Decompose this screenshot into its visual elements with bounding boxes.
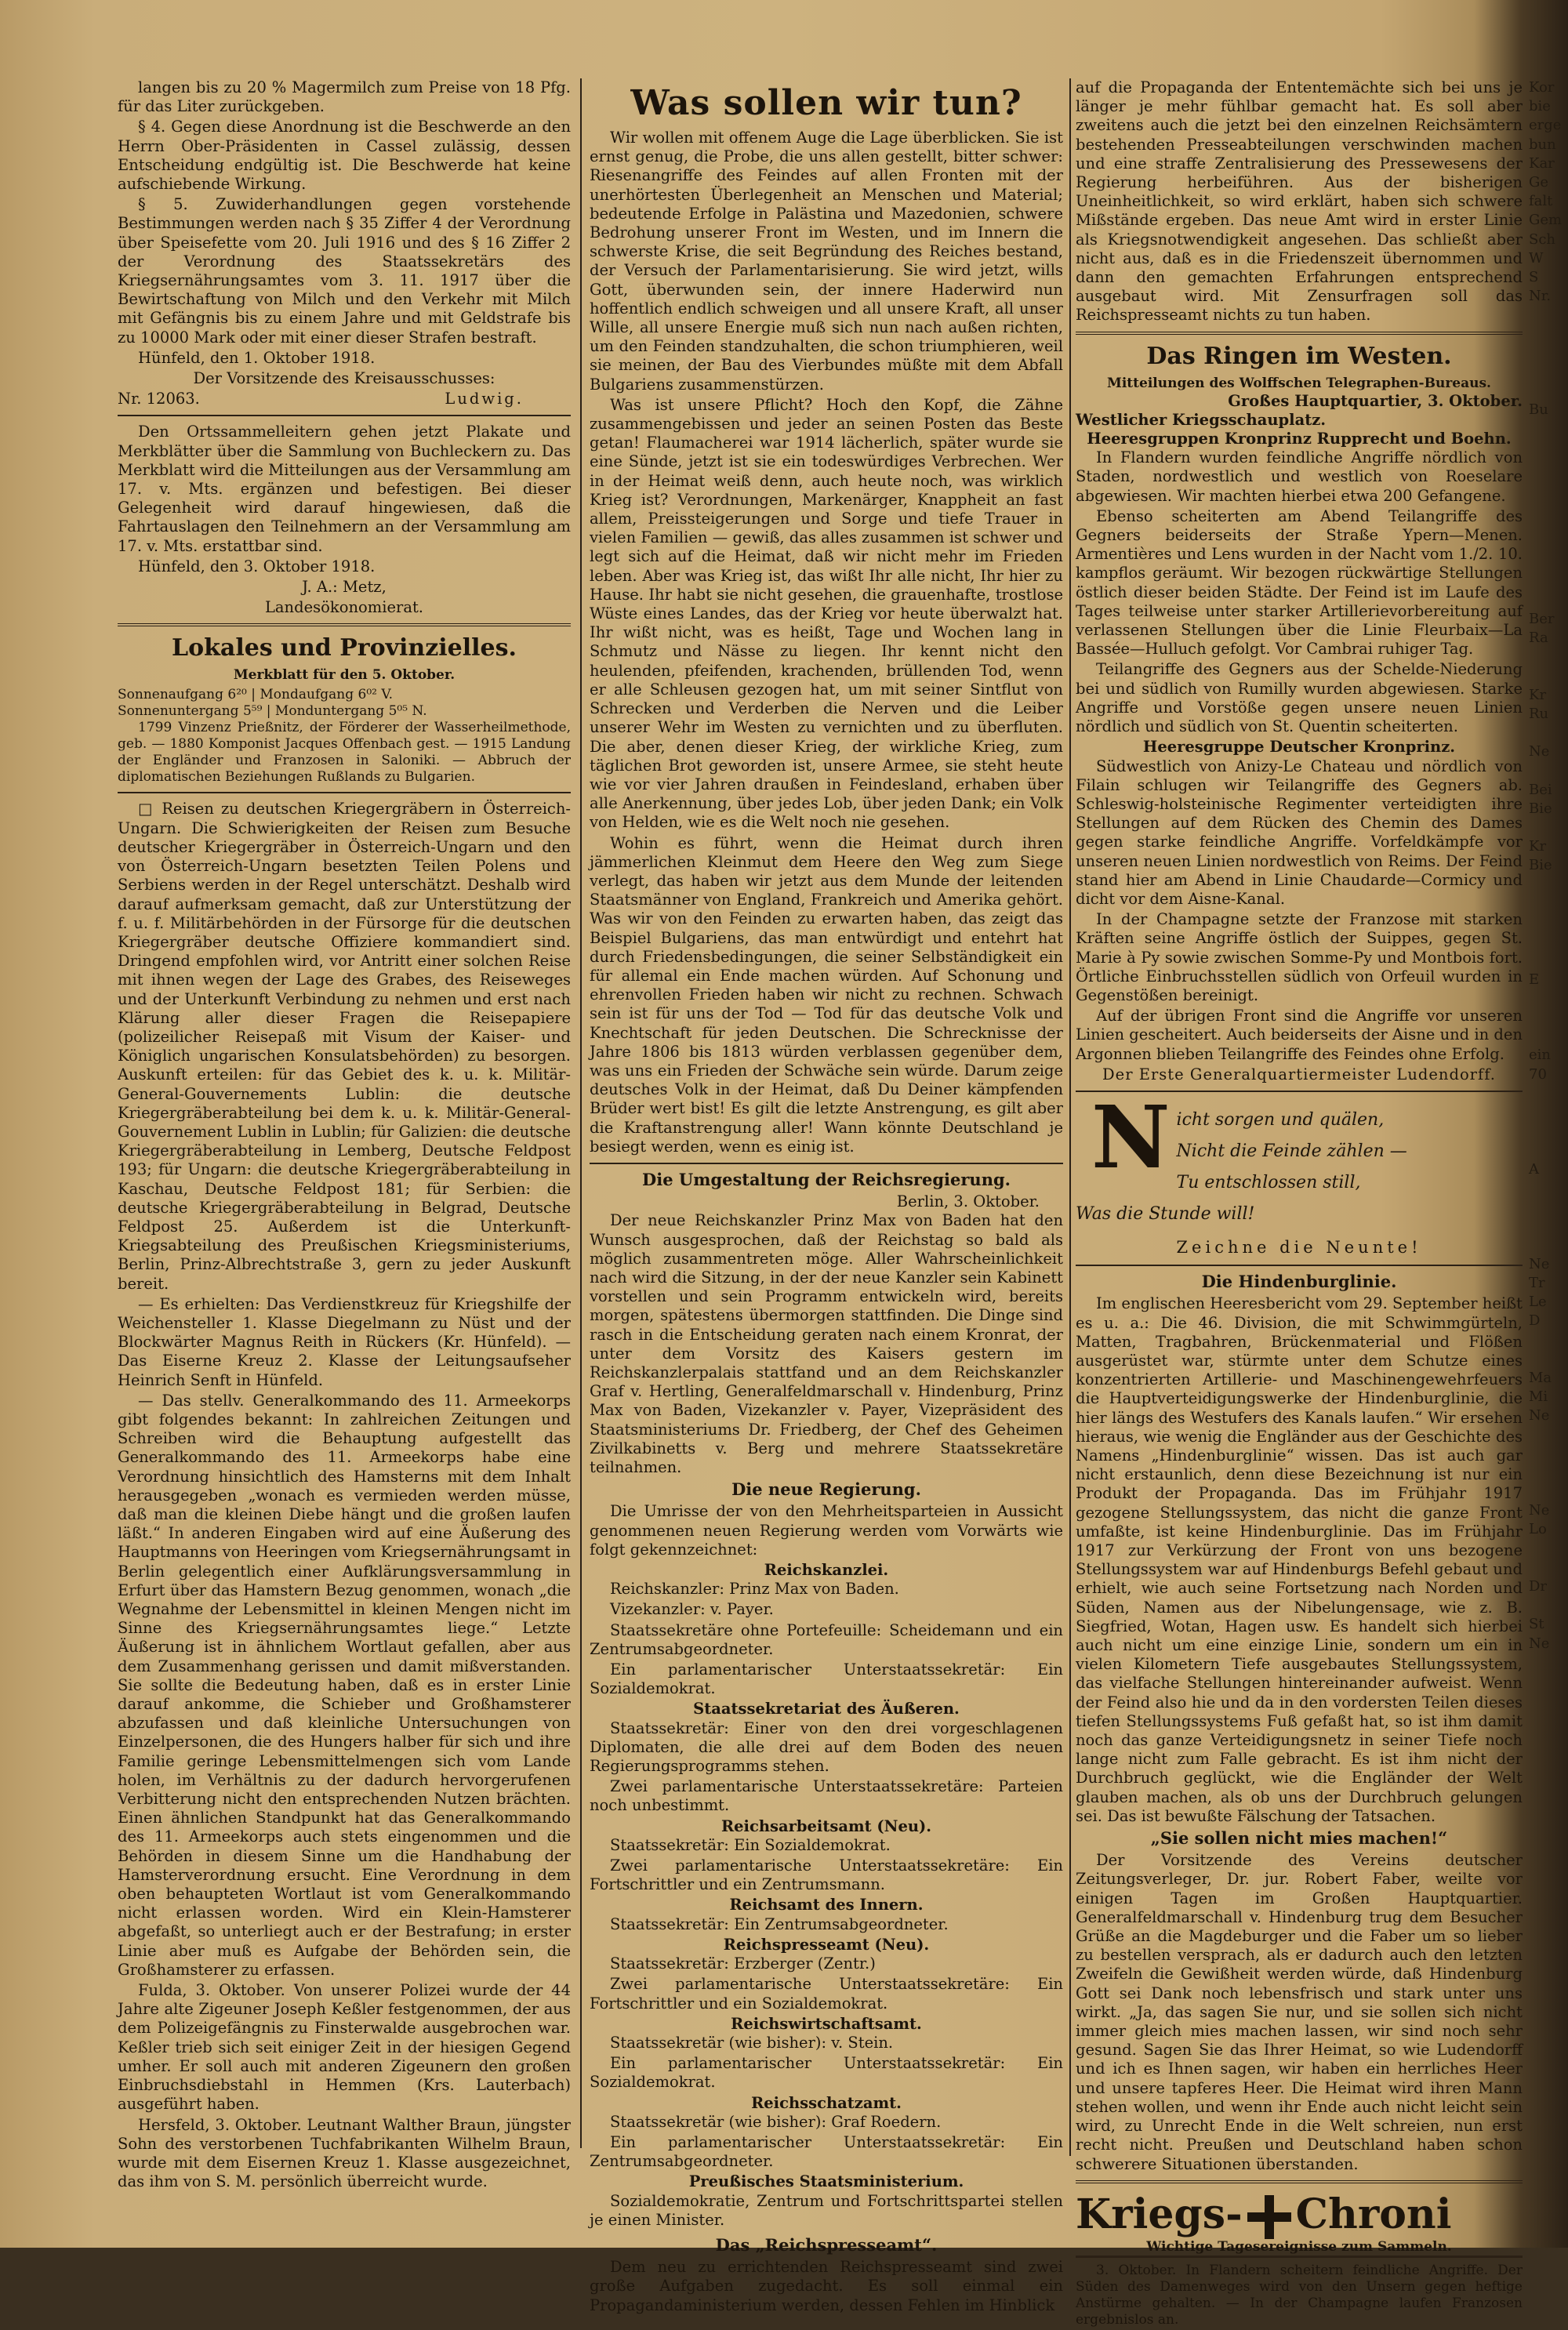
heading-kronprinz: Heeresgruppe Deutscher Kronprinz. bbox=[1142, 738, 1456, 757]
office-line: Staatssekretär (wie bisher): Graf Roedern. bbox=[610, 2112, 942, 2131]
cut-off-fragment bbox=[1529, 420, 1568, 439]
cut-off-fragment bbox=[1529, 1027, 1568, 1046]
column-rule bbox=[1069, 78, 1071, 2156]
cut-off-fragment: Kr bbox=[1529, 686, 1547, 703]
paragraph: Südwestlich von Anizy-Le Chateau und nördlich von Filain schlugen wir Teilangriffe des Gegners ab. Schleswig-holsteinische Regimenter verteidigten ihre Stellungen auf dem Rücken des Chemin des Dames gegen starke feindliche Angriffe. Vorfeldkämpfe vor unseren neuen Linien nordwestlich von Reims. Der Feind stand hier am Abend in Linie Chaudarde—Cormicy und dicht vor dem Aisne-Kanal. bbox=[1076, 757, 1523, 908]
heading-westlicher-kriegsschauplatz: Westlicher Kriegsschauplatz. bbox=[1076, 410, 1327, 429]
cut-off-fragment bbox=[1529, 1483, 1568, 1501]
cut-off-fragment bbox=[1529, 1084, 1568, 1103]
signature-org-1: Der Vorsitzende des Kreisausschusses: bbox=[193, 369, 495, 388]
cut-off-fragment bbox=[1529, 344, 1568, 363]
headline-ringen-im-westen: Das Ringen im Westen. bbox=[1146, 342, 1452, 370]
divider bbox=[118, 415, 571, 416]
article-generalkommando: — Das stellv. Generalkommando des 11. Armeekorps gibt folgendes bekannt: In zahlreichen Zeitungen und Schreiben wird die Behauptung aufgestellt das Generalkommando des 11. Armeekorps habe eine Verordnung hinsichtlich des Hamsterns mit dem Inhalt herausgegeben „wonach es vermieden werden müsse, daß man die kleinen Diebe hängt und die großen laufen läßt.“ In anderen Eingaben wird auf eine Äußerung des Hauptmanns von Heeringen vom Kriegsernährungsamt in Berlin gelegentlich einer Aufklärungsversammlung in Erfurt über das Hamstern Bezug genommen, wonach „die Wegnahme der Lebensmittel in kleinen Mengen nicht im Sinne des Kriegsernährungsamtes liege.“ Letzte Äußerung ist in ähnlichem Wortlaut gefallen, aber aus dem Zusammenhang gerissen und damit mißverstanden. Sie sollte die Bedeutung haben, daß es in erster Linie darauf ankomme, die Schieber und Großhamsterer abzufassen und daß kleinliche Untersuchungen von Einzelpersonen, die des Hungers halber für sich und ihre Familie geringe Lebensmittelmengen sich vom Lande holen, im Verhältnis zu der dadurch hervorgerufenen Verbitterung nicht den entsprechenden Nutzen brächten. Einen ähnlichen Standpunkt hat das Generalkommando des 11. Armeekorps auch stets eingenommen und die Behörden in diesem Sinne um die Handhabung der Hamsterverordnung ersucht. Eine Verordnung in dem oben behaupteten Wortlaut ist vom Generalkommando nicht erlassen worden. Wird ein Klein-Hamsterer abgefaßt, so unterliegt auch er der Bestrafung; in erster Linie aber muß es Aufgabe der Behörden sein, die Großhamsterer zu erfassen. bbox=[118, 1391, 571, 1979]
neue-regierung-intro: Die Umrisse der von den Mehrheitsparteien in Aussicht genommenen neuen Regierung werden vom Vorwärts wie folgt gekennzeichnet: bbox=[590, 1502, 1063, 1559]
cut-off-fragment: Ne bbox=[1529, 1255, 1550, 1272]
cut-off-fragment bbox=[1529, 1596, 1568, 1615]
cut-off-fragment: Dr bbox=[1529, 1578, 1548, 1595]
article-erhielten: — Es erhielten: Das Verdienstkreuz für Kriegshilfe der Weichensteller 1. Klasse Diegelmann zu Nüst und der Blockwärter Magnus Reith in Rückers (Kr. Hünfeld). — Das Eiserne Kreuz 2. Klasse der Leitungsaufseher Heinrich Senft in Hünfeld. bbox=[118, 1294, 571, 1389]
article-presseamt-continued: auf die Propaganda der Ententemächte sich bei uns je länger je mehr fühlbar gemacht hat. Es soll aber zweitens auch die jetzt bei den einzelnen Reichsämtern bestehenden Presseabteilungen verschwinden machen und eine straffe Zentralisierung des Pressewesens der Regierung herbeiführen. Aus der bisherigen Uneinheitlichkeit, so wird erklärt, haben sich schwere Mißstände ergeben. Das neue Amt wird in erster Linie als Kriegsnotwendigkeit angesehen. Das schließt aber nicht aus, daß es in die Friedenszeit übernommen und dann den gemachten Erfahrungen entsprechend ausgebaut wird. Mit Zensurfragen soll das Reichspresseamt nichts zu tun haben. bbox=[1076, 78, 1523, 325]
war-loan-verse bbox=[1076, 1086, 1523, 1230]
cut-off-fragment: Ber bbox=[1529, 610, 1555, 627]
cut-off-fragment bbox=[1529, 1198, 1568, 1217]
cut-off-fragment bbox=[1529, 1103, 1568, 1122]
cut-off-fragment: Mi bbox=[1529, 1388, 1548, 1406]
cut-off-fragment bbox=[1529, 876, 1568, 895]
divider-double bbox=[118, 623, 571, 626]
office-title: Reichsschatzamt. bbox=[751, 2093, 902, 2112]
divider bbox=[118, 792, 571, 793]
cut-off-fragment bbox=[1529, 1559, 1568, 1577]
ordinance-text bbox=[118, 78, 571, 347]
divider bbox=[1076, 1265, 1523, 1266]
office-line: Staatssekretär: Ein Zentrumsabgeordneter. bbox=[610, 1914, 949, 1933]
cut-off-fragment bbox=[1529, 515, 1568, 534]
cut-off-fragment: bun bbox=[1529, 136, 1556, 153]
cut-off-fragment: W bbox=[1529, 249, 1544, 267]
cut-off-fragment bbox=[1529, 1122, 1568, 1141]
office-line: Zwei parlamentarische Unterstaatssekretäre: Ein Fortschrittler und ein Sozialdemokrat. bbox=[590, 1975, 1063, 2012]
article-hersfeld: Hersfeld, 3. Oktober. Leutnant Walther Braun, jüngster Sohn des verstorbenen Tuchfabrikanten Wilhelm Braun, wurde mit dem Eisernen Kreuz 1. Klasse ausgezeichnet, das ihm von S. M. persönlich überreicht wurde. bbox=[118, 2115, 571, 2191]
cut-off-fragment: Lo bbox=[1529, 1521, 1547, 1538]
cut-off-fragment: Tr bbox=[1529, 1274, 1545, 1291]
cut-off-fragment: Kor bbox=[1529, 79, 1555, 96]
office-title: Preußisches Staatsministerium. bbox=[688, 2172, 964, 2191]
cut-off-fragment bbox=[1529, 534, 1568, 553]
cut-off-fragment: Bie bbox=[1529, 857, 1552, 874]
cut-off-fragment: Ne bbox=[1529, 743, 1550, 760]
cut-off-fragment bbox=[1529, 572, 1568, 590]
divider bbox=[590, 1163, 1063, 1164]
cut-off-fragment bbox=[1529, 1540, 1568, 1559]
paragraph: Teilangriffe des Gegners aus der Schelde-Niederung bei und südlich von Rumilly wurden abgewiesen. Starke Angriffe und Vorstöße gegen unsere neuen Linien nördlich und südlich von St. Quentin scheiterten. bbox=[1076, 660, 1523, 736]
paragraph: Nicht die Feinde zählen — bbox=[1176, 1141, 1407, 1161]
office-title: Reichsarbeitsamt (Neu). bbox=[720, 1816, 932, 1835]
cut-off-fragment bbox=[1529, 1464, 1568, 1483]
cut-off-fragment bbox=[1529, 495, 1568, 514]
office-line: Ein parlamentarischer Unterstaatssekretär: Ein Sozialdemokrat. bbox=[590, 2054, 1063, 2092]
sun-rise-line: Sonnenaufgang 6²⁰ | Mondaufgang 6⁰² V. bbox=[118, 687, 394, 703]
zeichne-slogan: Zeichne die Neunte! bbox=[1176, 1237, 1422, 1257]
cut-off-fragment: Ne bbox=[1529, 1635, 1550, 1652]
cut-off-fragment bbox=[1529, 913, 1568, 932]
office-line: Staatssekretär: Einer von den drei vorgeschlagenen Diplomaten, die alle drei auf dem Boden des neuen Regierungsprogramms stehen. bbox=[590, 1718, 1063, 1776]
signatory-name-2: J. A.: Metz, bbox=[302, 578, 387, 597]
office-line: Ein parlamentarischer Unterstaatssekretär: Ein Sozialdemokrat. bbox=[590, 1660, 1063, 1698]
cut-off-fragment: A bbox=[1529, 1160, 1539, 1178]
cut-off-fragment bbox=[1529, 1008, 1568, 1027]
column-4-fragment bbox=[1529, 78, 1568, 1653]
paragraph: Auf der übrigen Front sind die Angriffe vor unseren Linien gescheitert. Auch beiderseits der Aisne und in den Argonnen blieben Teilangriffe des Feindes ohne Erfolg. bbox=[1076, 1007, 1523, 1063]
signature-line-1 bbox=[118, 390, 571, 408]
cut-off-fragment: St bbox=[1529, 1616, 1544, 1633]
cut-off-fragment bbox=[1529, 1330, 1568, 1349]
cut-off-fragment bbox=[1529, 1236, 1568, 1254]
headline-was-sollen-wir-tun: Was sollen wir tun? bbox=[630, 83, 1022, 123]
dateline-berlin: Berlin, 3. Oktober. bbox=[896, 1192, 1040, 1211]
cut-off-fragment bbox=[1529, 1425, 1568, 1444]
cut-off-fragment bbox=[1529, 648, 1568, 666]
heading-reichspresseamt: Das „Reichspresseamt“. bbox=[715, 2234, 938, 2255]
article-hindenburglinie: Im englischen Heeresbericht vom 29. September heißt es u. a.: Die 46. Division, die mit Schwimmgürteln, Matten, Tragbahren, Brückenmaterial und Flößen ausgerüstet war, stürmte unter dem Schutze eines konzentrierten Artillerie- und Maschinengewehrfeuers die Hauptverteidigungswerke der Hindenburglinie, die hier längs des Westufers des Kanals laufen.“ Wir ersehen hieraus, wie wenig die Engländer aus der Geschichte des Namens „Hindenburglinie“ wissen. Das ist auch gar nicht erstaunlich, denn diese Bezeichnung ist nur ein Produkt der Propaganda. Das im Frühjahr 1917 gezogene Stellungssystem, das nicht die ganze Front umfaßte, ist keine Hindenburglinie. Das im Frühjahr 1917 zur Verkürzung der Front von uns bezogene Stellungssystem war auf Hindenburgs Befehl gebaut und erhielt, wie auch seine Fortsetzung nach Norden und Süden, Namen aus der Nibelungensage, wie z. B. Siegfried, Wotan, Hagen usw. Es handelt sich hierbei auch nicht um eine einzige Linie, sondern um ein in vielen Kilometern Tiefe ausgebautes Stellungssystem, das vielfache Stellungen hintereinander aufweist. Wenn der Feind also hie und da in den vordersten Teilen dieses tiefen Stellungssystems Fuß gefaßt hat, so ist ihm damit noch das ganze Verteidigungsnetz in seiner Tiefe noch lange nicht zum Falle gebracht. Es ist ihm nicht der Durchbruch geglückt, wie die Engländer der Welt glauben machen, als ob uns der Durchbruch gelungen sei. Das ist bewußte Fälschung der Tatsachen. bbox=[1076, 1294, 1523, 1825]
section-heading-lokales: Lokales und Provinzielles. bbox=[172, 634, 517, 662]
cut-off-fragment: Le bbox=[1529, 1294, 1547, 1310]
office-line: Staatssekretär: Erzberger (Zentr.) bbox=[610, 1954, 876, 1973]
paragraph: Wir wollen mit offenem Auge die Lage überblicken. Sie ist ernst genug, die Probe, die uns allen gestellt, bitter schwer: Riesenangriffe des Feindes auf allen Fronten mit der unerhörtesten Überlegenheit an Menschen und Material; bedeutende Erfolge in Palästina und Mazedonien, schwere Bedrohung unserer Front im Westen, und im Innern die schwerste Krise, die seit Begründung des Reiches bestand, der Versuch der Parlamentarisierung. Sie wird jetzt, wills Gott, überwunden sein, der innere Haderwird nun hoffentlich endlich schweigen und all unsere Kraft, all unser Wille, all unsere Energie muß sich nun nach außen richten, um den Feinden standzuhalten, die schon triumphieren, weil sie meinen, der Bau des Vierbundes müßte mit dem Abfall Bulgariens zusammenstürzen. bbox=[590, 129, 1063, 394]
article-reisen: □ Reisen zu deutschen Kriegergräbern in Österreich-Ungarn. Die Schwierigkeiten der Reisen zum Besuche deutscher Kriegergräber in Österreich-Ungarn und den von Österreich-Ungarn besetzten Teilen Polens und Serbiens werden in der Regel unterschätzt. Deshalb wird darauf aufmerksam gemacht, daß zur Unterstützung der f. u. f. Militärbehörden in der Fürsorge für die deutschen Kriegergräber deutsche Offiziere kommandiert sind. Dringend empfohlen wird, vor Antritt einer solchen Reise mit ihnen wegen der Lage des Grabes, des Reiseweges und der Unterkunft Verbindung zu nehmen und erst nach Klärung aller dieser Fragen die Reisepapiere (polizeilicher Reisepaß mit Visum der Kaiser- und Königlich ungarischen Konsulatsbehörden) zu besorgen. Auskunft erteilen: für das Gebiet des k. u. k. Militär-General-Gouvernements Lublin: die deutsche Kriegergräberabteilung bei dem k. u. k. Militär-General-Gouvernement Lublin in Lublin; für Galizien: die deutsche Kriegergräberabteilung in Lemberg, Deutsche Feldpost 193; für Ungarn: die deutsche Kriegergräberabteilung in Kaschau, Deutsche Feldpost 181; für Serbien: die deutsche Kriegergräberabteilung in Belgrad, Deutsche Feldpost 25. Außerdem ist die Unterkunft-Kriegsabteilung des Preußischen Kriegsministeriums, Berlin, Prinz-Albrechtstraße 3, gern zu jeder Auskunft bereit. bbox=[118, 800, 571, 1293]
merkblatt-heading: Merkblatt für den 5. Oktober. bbox=[233, 667, 456, 684]
heading-mies-machen: „Sie sollen nicht mies machen!“ bbox=[1150, 1828, 1448, 1849]
office-line: Vizekanzler: v. Payer. bbox=[610, 1600, 774, 1619]
iron-cross-icon bbox=[1247, 2195, 1291, 2239]
paragraph: Tu entschlossen still, bbox=[1176, 1172, 1361, 1192]
wolff-bureau-line: Mitteilungen des Wolffschen Telegraphen-Bureaus. bbox=[1107, 375, 1491, 391]
heading-umgestaltung: Die Umgestaltung der Reichsregierung. bbox=[642, 1169, 1011, 1189]
chronik-subtitle: Wichtige Tagesereignisse zum Sammeln. bbox=[1076, 2239, 1523, 2258]
chronik-entry: 3. Oktober. In Flandern scheitern feindliche Angriffe. Der Süden des Damenweges wird von den Unsern gegen heftige Anstürme gehalten. — In der Champagne laufen Franzosen ergebnislos an. bbox=[1076, 2263, 1523, 2328]
chronik-left: Kriegs- bbox=[1076, 2190, 1243, 2238]
article-reichspresseamt: Dem neu zu errichtenden Reichspresseamt sind zwei große Aufgaben zugedacht. Es soll einmal ein Propagandaministerium werden, dessen Fehlen im Hinblick bbox=[590, 2258, 1063, 2314]
signatory-name-1: Ludwig. bbox=[445, 390, 524, 408]
office-line: Reichskanzler: Prinz Max von Baden. bbox=[610, 1580, 899, 1599]
paragraph: Ebenso scheiterten am Abend Teilangriffe des Gegners beiderseits der Straße Ypern—Menen. Armentières und Lens wurden in der Nacht vom 1./2. 10. kampflos geräumt. Wir bezogen rückwärtige Stellungen östlich dieser beiden Städte. Der Feind ist im Laufe des Tages teilweise unter starker Artillerievorbereitung auf verlassenen Stellungen über die Linie Fleurbaix—La Bassée—Hulluch gefolgt. Vor Cambrai ruhiger Tag. bbox=[1076, 506, 1523, 659]
cut-off-fragment: bie bbox=[1529, 98, 1551, 115]
paragraph: Was die Stunde will! bbox=[1076, 1203, 1255, 1224]
ludendorff-signature: Der Erste Generalquartiermeister Ludendorff. bbox=[1102, 1065, 1496, 1083]
verse-initial: N bbox=[1091, 1086, 1171, 1188]
cut-off-fragment bbox=[1529, 439, 1568, 458]
signature-date-1: Hünfeld, den 1. Oktober 1918. bbox=[138, 348, 376, 367]
article-umgestaltung: Der neue Reichskanzler Prinz Max von Baden hat den Wunsch ausgesprochen, daß der Reichstag so bald als möglich zusammentreten möge. Aller Wahrscheinlichkeit nach wird die Sitzung, in der der neue Kanzler sein Kabinett vorstellen und sein Programm entwickeln wird, bereits morgen, spätestens übermorgen stattfinden. Die Dinge sind rasch in die Entscheidung geraten nach einem Kronrat, der unter dem Vorsitz des Kaisers gestern im Reichskanzlerpalais stattfand und an dem Reichskanzler Graf v. Hertling, Generalfeldmarschall v. Hindenburg, Prinz Max von Baden, Vizekanzler v. Payer, Vizepräsident des Staatsministeriums Dr. Friedberg, der Chef des Geheimen Zivilkabinetts v. Berg und mehrere Staatssekretäre teilnahmen. bbox=[590, 1211, 1063, 1477]
cut-off-fragment: falt bbox=[1529, 193, 1553, 210]
cut-off-fragment bbox=[1529, 1445, 1568, 1464]
cut-off-fragment: Ne bbox=[1529, 1407, 1550, 1424]
office-title: Reichswirtschaftsamt. bbox=[731, 2014, 922, 2033]
cut-off-fragment: Gem bbox=[1529, 212, 1563, 229]
dateline-hauptquartier: Großes Hauptquartier, 3. Oktober. bbox=[1228, 391, 1523, 410]
cut-off-fragment: 70 bbox=[1529, 1065, 1547, 1083]
paragraph: In der Champagne setzte der Franzose mit starken Kräften seine Angriffe östlich der Suippes, gegen St. Marie à Py sowie zwischen Somme-Py und Montbois fort. Örtliche Einbruchsstellen südlich von Orfeuil wurden in Gegenstößen bereinigt. bbox=[1076, 910, 1523, 1004]
signature-date-2: Hünfeld, den 3. Oktober 1918. bbox=[138, 557, 376, 575]
office-line: Staatssekretär: Ein Sozialdemokrat. bbox=[610, 1835, 891, 1854]
cut-off-fragment: Ru bbox=[1529, 705, 1549, 722]
office-title: Staatssekretariat des Äußeren. bbox=[693, 1700, 960, 1718]
sun-set-line: Sonnenuntergang 5⁵⁹ | Monduntergang 5⁰⁵ N. bbox=[118, 703, 427, 720]
signatory-role-2: Landesökonomierat. bbox=[264, 598, 423, 617]
reference-number: Nr. 12063. bbox=[118, 390, 200, 408]
office-title: Reichsamt des Innern. bbox=[729, 1896, 924, 1914]
paragraph: § 5. Zuwiderhandlungen gegen vorstehende Bestimmungen werden nach § 35 Ziffer 4 der Verordnung über Speisefette vom 20. Juli 1916 und des § 16 Ziffer 2 der Verordnung des Staatssekretärs des Kriegsernährungsamtes vom 3. 11. 1917 über die Bewirtschaftung von Milch und den Verkehr mit Milch mit Gefängnis bis zu einem Jahre und mit Geldstrafe bis zu 10000 Mark oder mit einer dieser Strafen bestraft. bbox=[118, 195, 571, 347]
office-line: Staatssekretär (wie bisher): v. Stein. bbox=[610, 2033, 894, 2052]
cut-off-fragment: erge bbox=[1529, 117, 1562, 134]
kriegs-chronik-banner bbox=[1076, 2191, 1523, 2240]
cut-off-fragment bbox=[1529, 553, 1568, 572]
cut-off-fragment: S bbox=[1529, 269, 1539, 286]
cut-off-fragment bbox=[1529, 306, 1568, 325]
cut-off-fragment bbox=[1529, 724, 1568, 742]
cut-off-fragment: Ge bbox=[1529, 174, 1549, 191]
office-line: Sozialdemokratie, Zentrum und Fortschrittspartei stellen je einen Minister. bbox=[590, 2191, 1063, 2229]
war-report-kronprinz bbox=[1076, 757, 1523, 1064]
chronik-right: Chroni bbox=[1295, 2190, 1452, 2238]
cut-off-fragment: Nr. bbox=[1529, 288, 1552, 305]
war-report-west bbox=[1076, 448, 1523, 736]
cut-off-fragment bbox=[1529, 818, 1568, 837]
office-line: Ein parlamentarischer Unterstaatssekretär: Ein Zentrumsabgeordneter. bbox=[590, 2132, 1063, 2171]
cut-off-fragment bbox=[1529, 761, 1568, 780]
cut-off-fragment bbox=[1529, 1350, 1568, 1369]
cut-off-fragment bbox=[1529, 895, 1568, 913]
office-title: Reichskanzlei. bbox=[764, 1561, 889, 1580]
cut-off-fragment bbox=[1529, 382, 1568, 401]
column-3 bbox=[1076, 78, 1523, 2330]
cut-off-fragment bbox=[1529, 666, 1568, 685]
cut-off-fragment bbox=[1529, 932, 1568, 951]
cabinet-list bbox=[590, 1561, 1063, 2230]
paragraph: icht sorgen und quälen, bbox=[1176, 1109, 1385, 1130]
cut-off-fragment: D bbox=[1529, 1312, 1541, 1330]
paragraph: langen bis zu 20 % Magermilch zum Preise von 18 Pfg. für das Liter zurückgeben. bbox=[118, 78, 571, 116]
column-2 bbox=[590, 78, 1063, 2317]
heading-hindenburglinie: Die Hindenburglinie. bbox=[1201, 1272, 1397, 1292]
heading-rupprecht: Heeresgruppen Kronprinz Rupprecht und Boehn. bbox=[1087, 430, 1512, 448]
heading-neue-regierung: Die neue Regierung. bbox=[731, 1479, 921, 1500]
divider-double bbox=[1076, 332, 1523, 335]
paragraph: In Flandern wurden feindliche Angriffe nördlich von Staden, nordwestlich und westlich von Roeselare abgewiesen. Wir machten hierbei etwa 200 Gefangene. bbox=[1076, 448, 1523, 505]
cut-off-fragment: Ne bbox=[1529, 1502, 1550, 1519]
buchecker-notice: Den Ortssammelleitern gehen jetzt Plakate und Merkblätter über die Sammlung von Buchleckern zu. Das Merkblatt wird die Mitteilungen aus der Versammlung am 17. v. Mts. ergänzen und befestigen. Bei dieser Gelegenheit wird darauf hingewiesen, daß die Fahrtauslagen den Teilnehmern an der Versammlung am 17. v. Mts. erstattbar sind. bbox=[118, 423, 571, 555]
history-note: 1799 Vinzenz Prießnitz, der Förderer der Wasserheilmethode, geb. — 1880 Komponist Jacques Offenbach gest. — 1915 Landung der Engländer und Franzosen in Saloniki. — Abbruch der diplomatischen Beziehungen Rußlands zu Bulgarien. bbox=[118, 720, 571, 786]
cut-off-fragment: Sch bbox=[1529, 230, 1556, 248]
paragraph: Was ist unsere Pflicht? Hoch den Kopf, die Zähne zusammengebissen und jeder an seinen Posten das Beste getan! Flaumacherei war 1914 lächerlich, später wurde sie eine Sünde, jetzt ist sie ein todeswürdiges Verbrechen. Wer in der Heimat weiß denn, auch heute noch, was wirklich Krieg ist? Verordnungen, Markenärger, Knappheit an fast allem, Preissteigerungen und Sorge und tiefe Trauer in vielen Familien — gewiß, das alles zusammen ist schwer und legt sich auf die Heimat, daß wir nicht mehr im Frieden leben. Aber was Krieg ist, das wißt Ihr alle nicht, Ihr hier zu Hause. Ihr habt sie nicht gesehen, die grauenhafte, trostlose Wüste eines Landes, das der Krieg vor heute überwalzt hat. Ihr wißt nicht, was es heißt, Tage und Wochen lang in Schmutz und Nässe zu liegen. Ihr kennt nicht den heulenden, pfeifenden, krachenden, brüllenden Tod, wenn er alle Schleusen gezogen hat, um mit seiner Sintflut von Schrecken und Verderben die Nerven und die Leiber unserer Wehr im Westen zu vernichten und zu überfluten. Die aber, denen dieser Krieg, der wirkliche Krieg, zum täglichen Brot geworden ist, unsere Armee, sie steht heute wie vor vier Jahren draußen in Feindesland, erhaben über alle Anerkennung, über jedes Lob, über jeden Dank; ein Volk von Helden, wie es die Welt noch nie gesehen. bbox=[590, 395, 1063, 832]
cut-off-fragment bbox=[1529, 1217, 1568, 1236]
cut-off-fragment: Kr bbox=[1529, 838, 1547, 855]
lead-article-body bbox=[590, 129, 1063, 1156]
cut-off-fragment bbox=[1529, 1179, 1568, 1198]
cut-off-fragment: ein bbox=[1529, 1047, 1552, 1064]
cut-off-fragment: Bei bbox=[1529, 781, 1552, 798]
paragraph: Wohin es führt, wenn die Heimat durch ihren jämmerlichen Kleinmut dem Heere den Weg zum Siege verlegt, das haben wir jetzt aus dem Munde der leitenden Staatsmänner von England, Frankreich und Amerika gehört. Was wir von den Feinden zu erwarten haben, das zeigt das Beispiel Bulgariens, das man entwürdigt und entehrt hat durch Friedensbedingungen, die seiner Selbständigkeit ein für allemal ein Ende machen würden. Auf Schonung und ehrenvollen Frieden haben wir nicht zu rechnen. Schwach sein ist für uns der Tod — Tod für das deutsche Volk und Knechtschaft für jeden Deutschen. Die Schrecknisse der Jahre 1806 bis 1813 würden verblassen gegenüber dem, was uns ein Frieden der Schwäche sein würde. Darum zeige deutsches Volk in der Heimat, daß Du Deiner kämpfenden Brüder wert bist! Es gilt die letzte Anstrengung, es gilt aber die Kraftanstrengung aller! Wann könnte Deutschland je besiegt werden, wenn es einig ist. bbox=[590, 833, 1063, 1156]
office-line: Zwei parlamentarische Unterstaatssekretäre: Parteien noch unbestimmt. bbox=[590, 1777, 1063, 1815]
cut-off-fragment: Ra bbox=[1529, 629, 1548, 646]
cut-off-fragment bbox=[1529, 951, 1568, 970]
cut-off-fragment: Bie bbox=[1529, 800, 1552, 817]
article-fulda: Fulda, 3. Oktober. Von unserer Polizei wurde der 44 Jahre alte Zigeuner Joseph Keßler festgenommen, der aus dem Polizeigefängnis zu Finsterwalde ausgebrochen war. Keßler trieb sich seit einiger Zeit in der hiesigen Gegend umher. Er soll auch mit anderen Zigeunern den großen Einbruchsdiebstahl in Hemmen (Krs. Lauterbach) ausgeführt haben. bbox=[118, 1981, 571, 2114]
cut-off-fragment bbox=[1529, 458, 1568, 477]
cut-off-fragment: Bu bbox=[1529, 401, 1548, 419]
cut-off-fragment bbox=[1529, 325, 1568, 344]
divider-double bbox=[1076, 2180, 1523, 2183]
office-line: Zwei parlamentarische Unterstaatssekretäre: Ein Fortschrittler und ein Zentrumsmann. bbox=[590, 1856, 1063, 1894]
cut-off-fragment: Ma bbox=[1529, 1369, 1552, 1386]
cut-off-fragment bbox=[1529, 590, 1568, 609]
paragraph: § 4. Gegen diese Anordnung ist die Beschwerde an den Herrn Ober-Präsidenten in Cassel zulässig, dessen Entscheidung endgültig ist. Die Beschwerde hat keine aufschiebende Wirkung. bbox=[118, 118, 571, 194]
office-title: Reichspresseamt (Neu). bbox=[723, 1935, 930, 1954]
cut-off-fragment bbox=[1529, 477, 1568, 495]
column-rule bbox=[580, 78, 582, 2148]
cut-off-fragment: E bbox=[1529, 971, 1540, 988]
article-mies-machen: Der Vorsitzende des Vereins deutscher Zeitungsverleger, Dr. jur. Robert Faber, weilte vor einigen Tagen im Großen Hauptquartier. Generalfeldmarschall v. Hindenburg trug dem Besucher Grüße an die Magdeburger und die Faber um so lieber zu bestellen versprach, als er dadurch auch den letzten Zweifeln die Gewißheit werden würde, daß Hindenburg Gott sei Dank noch lebensfrisch und stark unter uns wirkt. „Ja, das sagen Sie nur, und sie sollen sich nicht immer gleich mies machen lassen, wir sind noch sehr gesund. Sagen Sie das Ihrer Heimat, so wie Ludendorff und ich es Ihnen sagen, wir haben ein herrliches Heer und unsere tapferes Heer. Die Heimat wird ihren Mann stehen wollen, und wenn ihr Ende auch nicht leicht sein wird, zu Unrecht Ende in die Welt schreien, nun erst recht nicht. Preußen und Deutschland haben schon schwerere Situationen überstanden. bbox=[1076, 1851, 1523, 2173]
column-1 bbox=[118, 78, 571, 2193]
office-line: Staatssekretäre ohne Portefeuille: Scheidemann und ein Zentrumsabgeordneter. bbox=[590, 1620, 1063, 1658]
cut-off-fragment bbox=[1529, 363, 1568, 382]
cut-off-fragment bbox=[1529, 1141, 1568, 1160]
cut-off-fragment bbox=[1529, 989, 1568, 1008]
cut-off-fragment: Kar bbox=[1529, 154, 1555, 172]
